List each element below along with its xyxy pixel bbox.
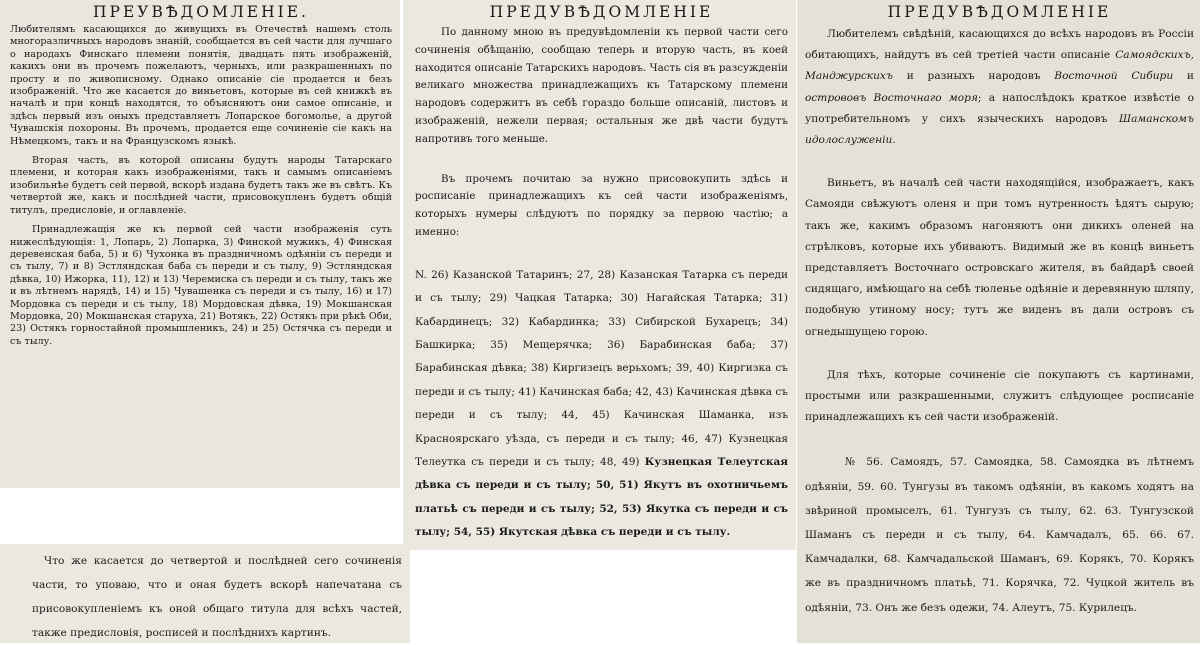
right-paragraph-3: Для тѣхъ, которые сочиненіе сіе покупаютъ съ картинами, простыми или разкрашенными, служитъ слѣдующее росписаніе принадлежащихъ къ сей части изображеній. xyxy=(805,368,1194,424)
right-heading: ПРЕДУВѢДОМЛЕНІЕ xyxy=(887,3,1112,21)
left-paragraph-1: Любителямъ касающихся до живущихъ въ Отечествѣ нашемъ столь многоразличныхъ народовъ знаній, сообщается въ сей части для лучшаго о народахъ Финскаго племени понятія, двадцать пять изображеній, какихъ они въ прочемъ пожелаютъ, черныхъ, или разкрашенныхъ по просту и по живописному. Однако описаніе сіе продается и безъ изображеній. Что же касается до виньетовъ, которые въ сей книжкѣ въ началѣ и при концѣ находятся, то объясняютъ они самое описаніе, и здѣсь первый изъ оныхъ представляетъ Лопарское богомолье, а другой Чувашскія похороны. Въ прочемъ, продается еще сочиненіе сіе какъ на Нѣмецкомъ, такъ и на Французскомъ языкѣ. xyxy=(10,24,392,147)
right-p1-text-e: . xyxy=(892,134,896,147)
left-paragraph-3: Принадлежащія же къ первой сей части изображенія суть нижеслѣдующія: 1, Лопарь, 2) Лопарка, 3) Финской мужикъ, 4) Финская деревенская баба, 5) и 6) Чухонка въ праздничномъ одѣяніи съ переди и съ тылу, 7) и 8) Эстляндская баба съ переди и съ тылу, 9) Эстляндская дѣвка, 10) Ижорка, 11), 12) и 13) Черемиска съ переди и съ тылу, такъ же и въ лѣтнемъ нарядѣ, 14) и 15) Чувашенка съ переди и съ тылу, 16) и 17) Мордовка съ переди и съ тылу, 18) Мордовская дѣвка, 19) Мокшанская Мордовка, 20) Мокшанская старуха, 21) Вотякъ, 22) Остякъ при рѣкѣ Оби, 23) Остякъ горностайной промышленикъ, 24) и 25) Остячка съ переди и съ тылу. xyxy=(10,224,392,347)
right-paragraph-1 xyxy=(805,24,1194,151)
right-plate-list: № 56. Самоядъ, 57. Самоядка, 58. Самоядка въ лѣтнемъ одѣяніи, 59. 60. Тунгузы въ такомъ одѣяніи, въ какомъ ходятъ на звѣриной промыселъ, 61. Тунгузъ съ тылу, 62. 63. Тунгузской Шаманъ съ переди и съ тылу, 64. Камчадалъ, 65. 66. 67. Камчадалки, 68. Камчадальской Шаманъ, 69. Корякъ, 70. Корякъ же въ праздничномъ платьѣ, 71. Корячка, 72. Чуцкой житель въ одѣяніи, 73. Онъ же безъ одежи, 74. Алеутъ, 75. Курилецъ. xyxy=(805,456,1194,614)
right-p1-emphasis-3: острововъ Восточнаго моря xyxy=(805,91,978,104)
right-p1-text-a: Любителемъ свѣдѣній, касающихся до всѣхъ народовъ въ Россіи обитающихъ, найдутъ въ сей третіей части описаніе xyxy=(805,28,1194,62)
right-p1-text-b: и разныхъ народовъ xyxy=(892,70,1055,83)
middle-paragraph-2: Въ прочемъ почитаю за нужно присовокупить здѣсь и росписаніе принадлежащихъ къ сей части изображеніямъ, которыхъ нумеры слѣдуютъ по порядку за первою частію; а именно: xyxy=(415,172,788,238)
right-p1-emphasis-4: Шаманскомъ идолослуженіи xyxy=(805,112,1194,147)
middle-heading: ПРЕДУВѢДОМЛЕНІЕ xyxy=(489,3,714,21)
right-p1-text-d: ; а напослѣдокъ краткое извѣстіе о употребительномъ у сихъ языческихъ народовъ xyxy=(805,91,1194,125)
middle-plate-list xyxy=(415,264,788,545)
left-bottom-paragraph: Что же касается до четвертой и послѣдней сего сочиненія части, то уповаю, что и оная будетъ вскорѣ напечатана съ присовокупленіемъ къ оной общаго титула для всѣхъ частей, также предисловія, росписей и послѣднихъ картинъ. xyxy=(32,555,402,639)
left-bottom-page-panel xyxy=(0,544,410,643)
left-paragraph-2: Вторая часть, въ которой описаны будутъ народы Татарскаго племени, и которая какъ изображеніями, такъ и самымъ описаніемъ изобильнѣе будетъ сей первой, вскорѣ издана будетъ такъ же въ свѣтъ. Къ четвертой же, какъ и послѣдней части, присовокупленъ будетъ общій титулъ, предисловіе, и оглавленіе. xyxy=(10,155,392,216)
left-page-panel xyxy=(0,0,400,488)
right-p1-text-c: и xyxy=(1173,70,1194,83)
left-heading: ПРЕУВѢДОМЛЕНІЕ. xyxy=(93,3,309,21)
right-p1-emphasis-1: Самоядскихъ, Манджурскихъ xyxy=(805,49,1194,83)
middle-paragraph-1: По данному мною въ предувѣдомленіи къ первой части сего сочиненія обѣщанію, сообщаю теперь и вторую часть, въ коей находится описаніе Татарскихъ народовъ. Часть сія въ разсужденіи великаго множества принадлежащихъ къ Татарскому племени народовъ содержитъ въ себѣ гораздо больше описаній, листовъ и изображеній, нежели первая; остальныя же двѣ части будутъ напротивъ того меньше. xyxy=(415,26,788,145)
right-page-panel xyxy=(797,0,1200,643)
right-paragraph-2: Виньетъ, въ началѣ сей части находящійся, изображаетъ, какъ Самояди свѣжуютъ оленя и при томъ нутренность ѣдятъ сырую; такъ же, какимъ образомъ нагоняютъ они дикихъ оленей на стрѣлковъ, которые ихъ убиваютъ. Видимый же въ концѣ виньетъ представляетъ Восточнаго островскаго жителя, въ байдарѣ своей сидящаго, имѣющаго на себѣ тюленье одѣяніе и деревянную шляпу, подобную утиному носу; тутъ же виденъ въ дали островъ съ огнедышущею горою. xyxy=(805,177,1194,338)
middle-plate-list-text: N. 26) Казанской Татаринъ; 27, 28) Казанская Татарка съ переди и съ тылу; 29) Чацкая Татарка; 30) Нагайская Татарка; 31) Кабардинецъ; 32) Кабардинка; 33) Сибирской Бухарецъ; 34) Башкирка; 35) Мещерячка; 36) Барабинская баба; 37) Барабинская дѣвка; 38) Киргизецъ верьхомъ; 39, 40) Киргизка съ переди и съ тылу; 41) Качинская баба; 42, 43) Качинская дѣвка съ переди и съ тылу; 44, 45) Качинская Шаманка, изъ Красноярскаго уѣзда, съ переди и съ тылу; 46, 47) Кузнецкая Телеутка съ переди и съ тылу; 48, 49) xyxy=(415,268,788,469)
middle-plate-list-bold-text: Кузнецкая Телеутская дѣвка съ переди и съ тылу; 50, 51) Якутъ въ охотничьемъ платьѣ съ переди и съ тылу; 52, 53) Якутка съ переди и съ тылу; 54, 55) Якутская дѣвка съ переди и съ тылу. xyxy=(415,456,788,539)
right-p1-emphasis-2: Восточной Сибири xyxy=(1054,70,1174,83)
middle-page-panel xyxy=(403,0,796,550)
